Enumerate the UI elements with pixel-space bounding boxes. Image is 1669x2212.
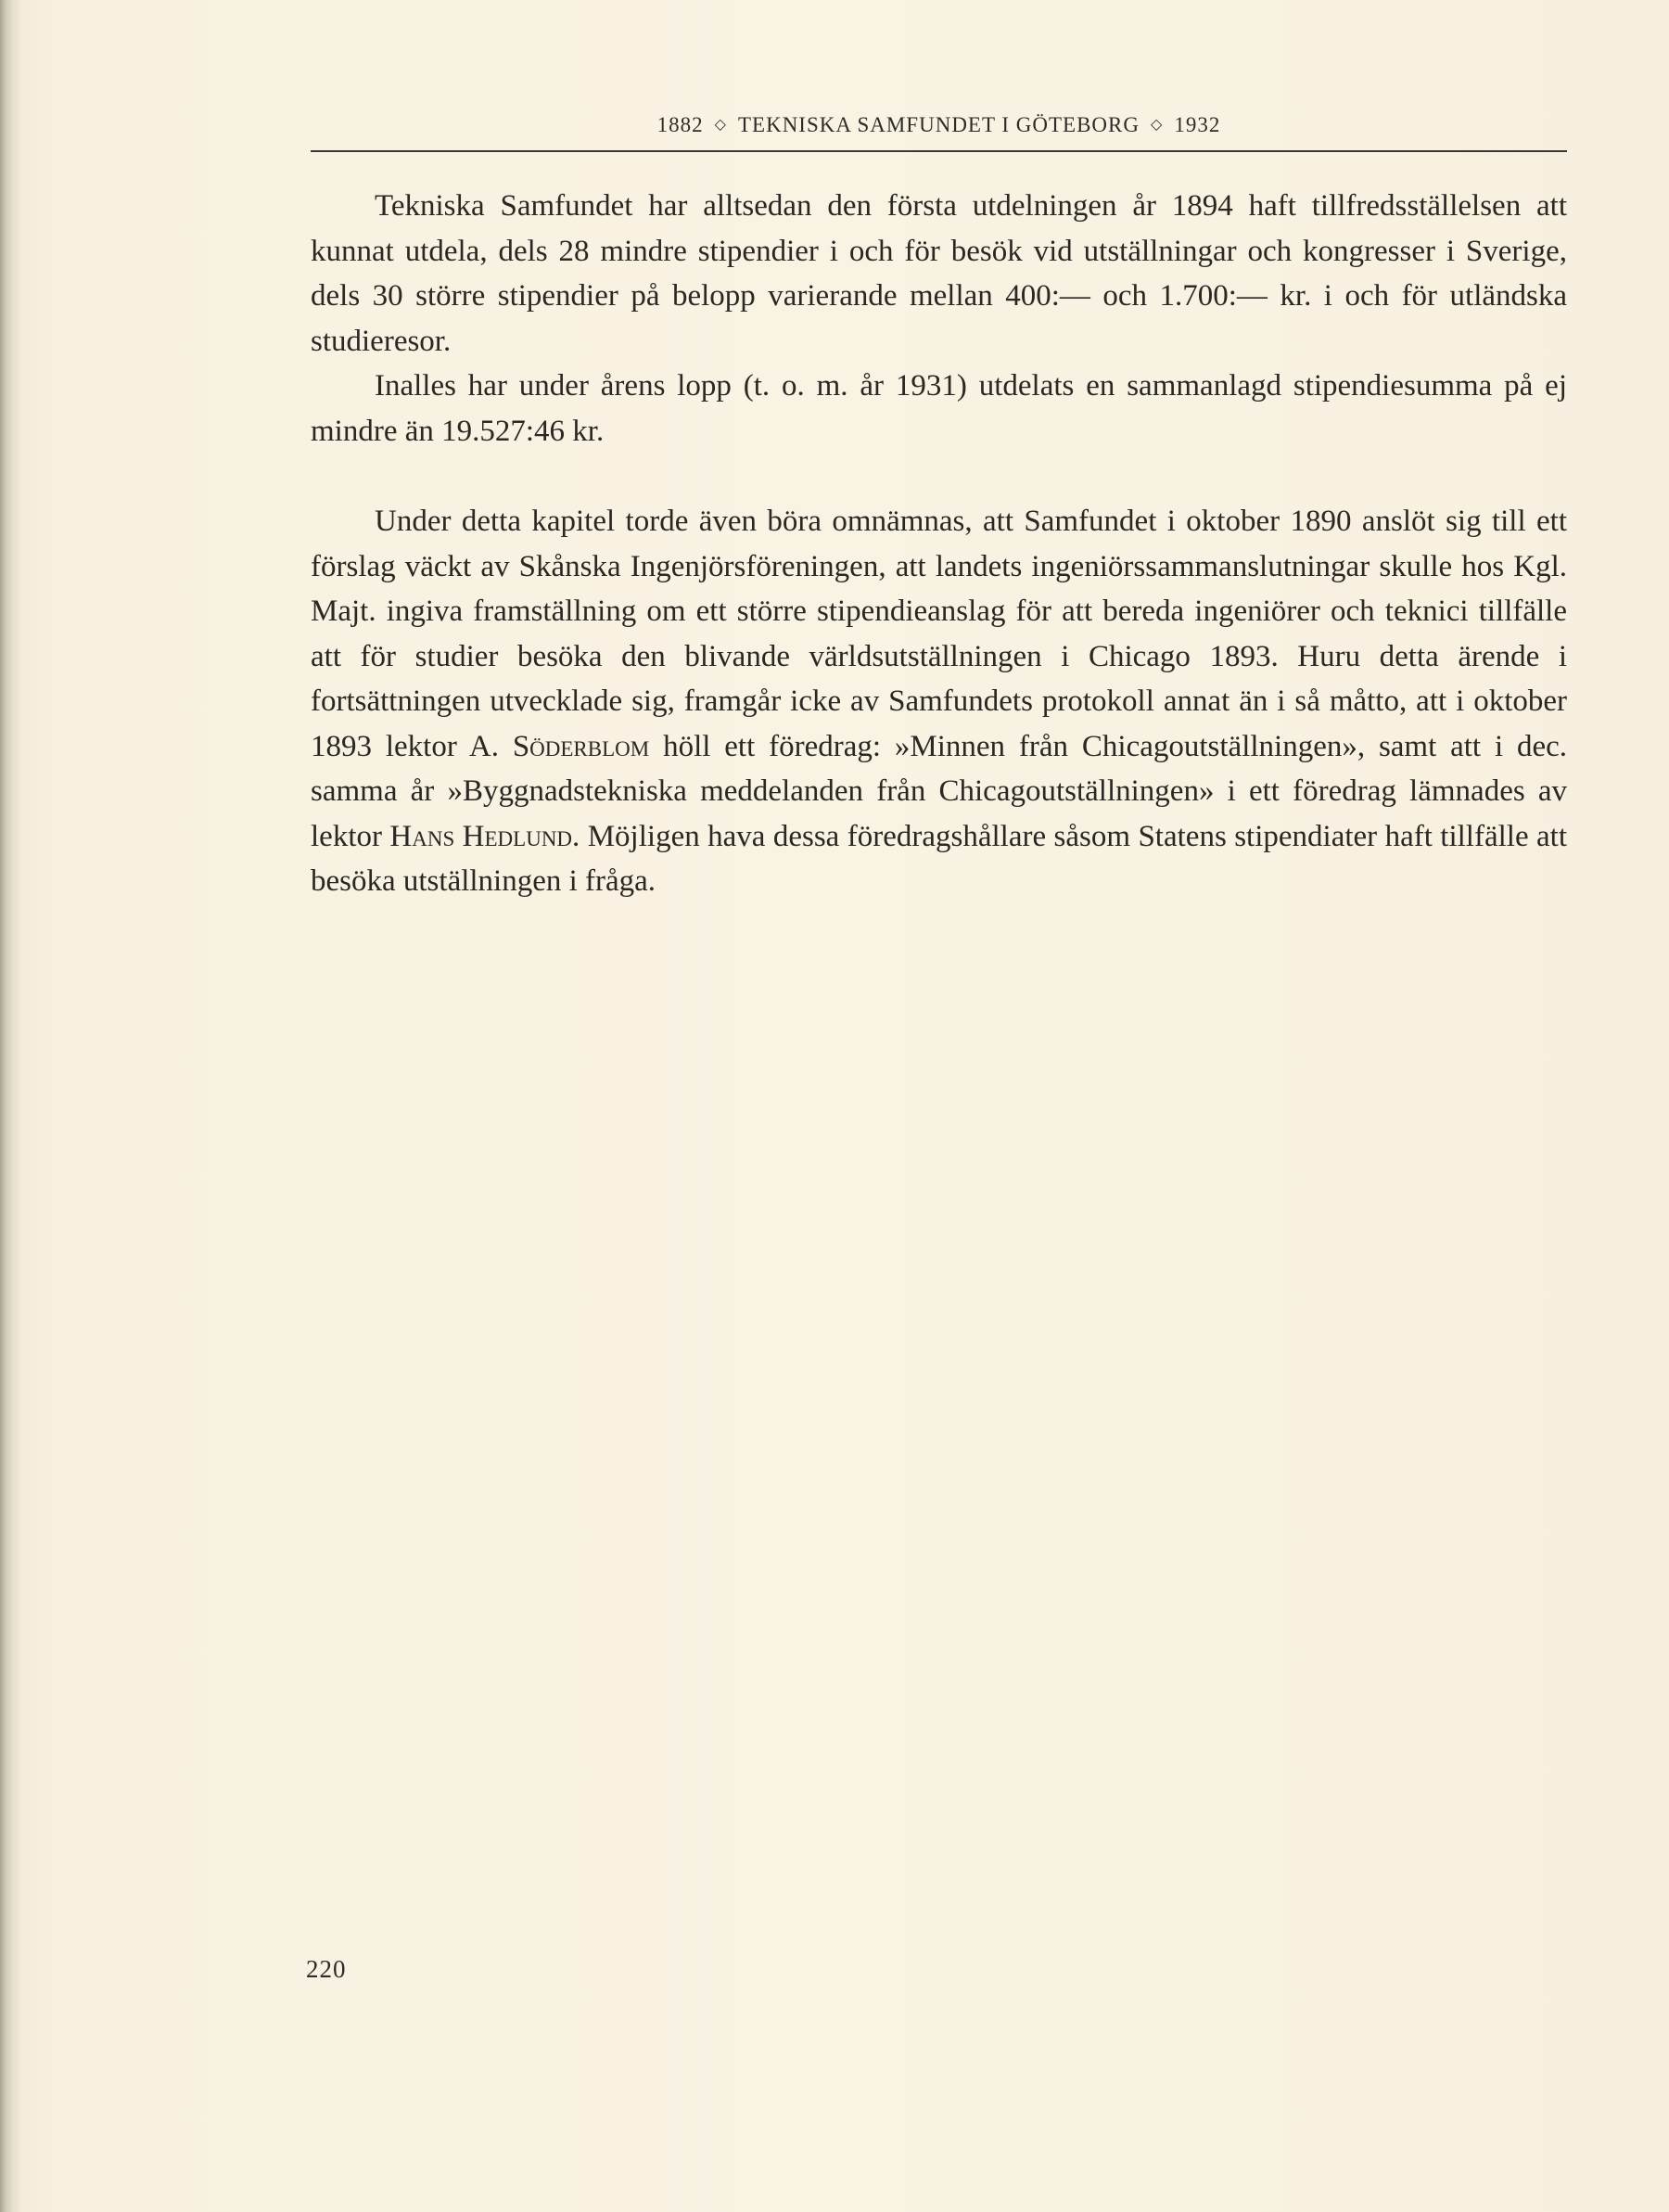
paragraph-chicago-exhibition <box>311 499 1567 904</box>
header-separator-icon: ◇ <box>714 117 727 133</box>
paragraph-total-sum: Inalles har under årens lopp (t. o. m. år 1931) utdelats en sammanlagd stipendiesumma på ej mindre än 19.527:46 kr. <box>311 369 1567 448</box>
header-year-start: 1882 <box>656 113 704 136</box>
page-number: 220 <box>306 1955 347 1983</box>
header-year-end: 1932 <box>1174 113 1221 136</box>
header-separator-icon: ◇ <box>1151 117 1164 133</box>
running-head <box>311 113 1567 137</box>
paragraph-text-part: . Möjligen hava dessa föredragshållare såsom Statens stipendiater haft tillfälle att besöka utställningen i fråga. <box>311 819 1567 898</box>
header-title: TEKNISKA SAMFUNDET I GÖTEBORG <box>737 113 1140 136</box>
paragraph-text-part: höll ett föredrag: »Minnen från Chicagoutställningen», samt att i dec. samma år »Byggnadstekniska meddelanden från Chicagoutställningen» i ett föredrag lämnades av lektor <box>311 729 1568 853</box>
page-binding-edge <box>0 0 20 2212</box>
paragraph-text-part: Under detta kapitel torde även böra omnämnas, att Samfundet i oktober 1890 anslöt sig till ett förslag väckt av Skånska Ingenjörsföreningen, att landets ingeniörssammanslutningar skulle hos Kgl. Majt. ingiva framställning om ett större stipendieanslag för att bereda ingeniörer och teknici tillfälle att för studier besöka den blivande världsutställningen i Chicago 1893. Huru detta ärende i fortsättningen utvecklade sig, framgår icke av Samfundets protokoll annat än i så måtto, att i oktober 1893 lektor A. <box>311 505 1567 763</box>
paragraph-stipends: Tekniska Samfundet har alltsedan den första utdelningen år 1894 haft tillfredsställelsen att kunnat utdela, dels 28 mindre stipendier i och för besök vid utställningar och kongresser i Sverige, dels 30 större stipendier på belopp varierande mellan 400:— och 1.700:— kr. i och för utländska studieresor. <box>311 189 1567 358</box>
body-text <box>311 184 1567 904</box>
person-name: Hans Hedlund <box>389 819 573 853</box>
header-rule <box>311 150 1567 152</box>
person-name: Söderblom <box>512 729 650 763</box>
